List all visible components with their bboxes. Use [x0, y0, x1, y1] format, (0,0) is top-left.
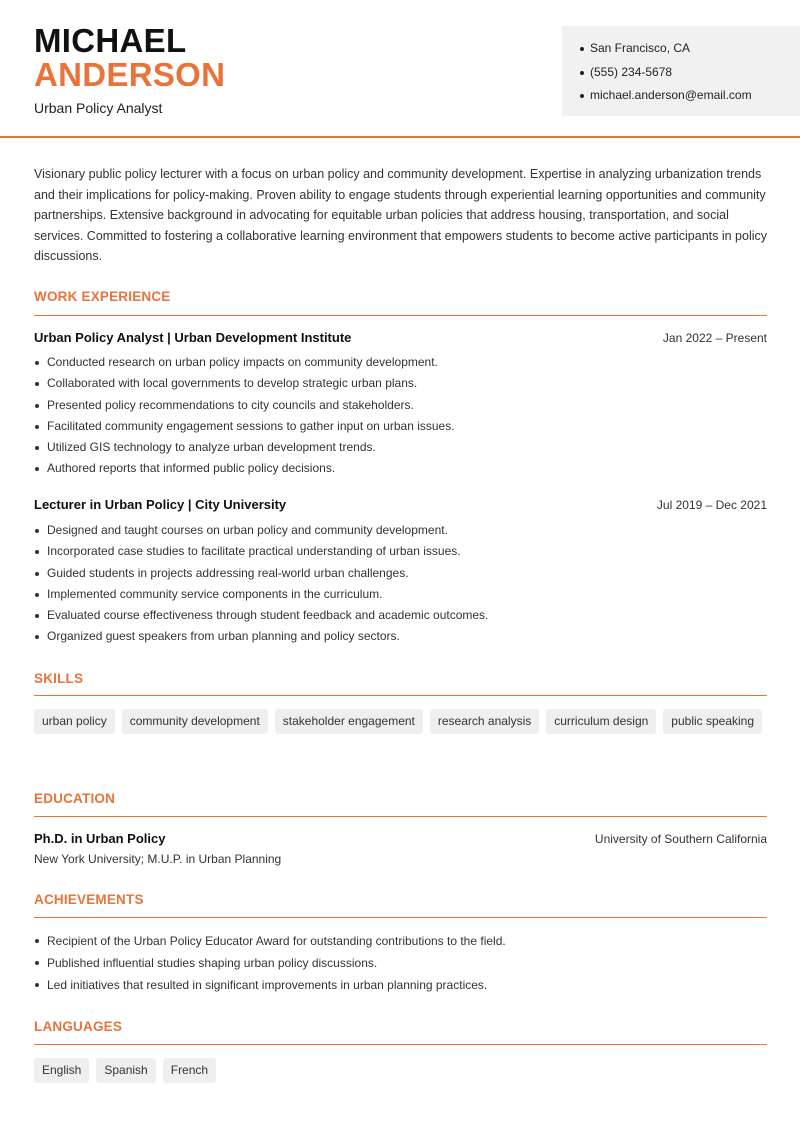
job-bullets: [34, 520, 767, 648]
section-divider: [34, 917, 767, 918]
list-item: Authored reports that informed public policy decisions.: [34, 458, 767, 479]
education-school: University of Southern California: [594, 832, 767, 846]
section-title-education: EDUCATION: [34, 791, 116, 806]
section-title-work: WORK EXPERIENCE: [34, 289, 171, 304]
section-title-languages: LANGUAGES: [34, 1019, 123, 1034]
education-detail: New York University; M.U.P. in Urban Planning: [34, 852, 282, 866]
list-item: Guided students in projects addressing real-world urban challenges.: [34, 563, 767, 584]
resume-header: [0, 0, 800, 138]
language-tag: Spanish: [96, 1058, 155, 1083]
list-item: Conducted research on urban policy impacts on community development.: [34, 352, 767, 373]
first-name: MICHAEL: [34, 22, 187, 59]
list-item: Evaluated course effectiveness through student feedback and academic outcomes.: [34, 605, 767, 626]
skills-list: [34, 709, 774, 734]
job-role: Lecturer in Urban Policy | City University: [34, 497, 287, 512]
skill-tag: stakeholder engagement: [275, 709, 423, 734]
list-item: Designed and taught courses on urban policy and community development.: [34, 520, 767, 541]
language-tag: French: [163, 1058, 216, 1083]
list-item: Led initiatives that resulted in significant improvements in urban planning practices.: [34, 974, 767, 996]
education-degree: Ph.D. in Urban Policy: [34, 831, 166, 846]
section-divider: [34, 1044, 767, 1045]
language-tag: English: [34, 1058, 89, 1083]
list-item: Recipient of the Urban Policy Educator Award for outstanding contributions to the field.: [34, 930, 767, 952]
contact-box: [562, 26, 800, 116]
contact-location: San Francisco, CA: [580, 37, 800, 61]
list-item: Utilized GIS technology to analyze urban development trends.: [34, 437, 767, 458]
job-title: Urban Policy Analyst: [34, 100, 163, 116]
job-dates: Jan 2022 – Present: [662, 331, 767, 345]
section-divider: [34, 315, 767, 316]
list-item: Presented policy recommendations to city councils and stakeholders.: [34, 395, 767, 416]
skill-tag: public speaking: [663, 709, 762, 734]
skill-tag: research analysis: [430, 709, 539, 734]
skill-tag: urban policy: [34, 709, 115, 734]
contact-email: michael.anderson@email.com: [580, 84, 800, 108]
list-item: Organized guest speakers from urban planning and policy sectors.: [34, 626, 767, 647]
summary: Visionary public policy lecturer with a focus on urban policy and community development. Expertise in analyzing urbanization trends and their implications for policy-making. Proven ability to engage students through experiential learning opportunities and community partnerships. Extensive background in advocating for equitable urban policies that address housing, transportation, and social services. Committed to fostering a collaborative learning environment that empowers students to become active participants in policy discussions.: [34, 167, 767, 263]
list-item: Collaborated with local governments to develop strategic urban plans.: [34, 373, 767, 394]
job-bullets: [34, 352, 767, 480]
education-header: [34, 831, 767, 846]
job-dates: Jul 2019 – Dec 2021: [656, 498, 767, 512]
achievement-bullets: [34, 930, 767, 996]
section-title-skills: SKILLS: [34, 671, 84, 686]
languages-list: [34, 1058, 774, 1083]
list-item: Facilitated community engagement sessions to gather input on urban issues.: [34, 416, 767, 437]
contact-phone: (555) 234-5678: [580, 61, 800, 85]
job-role: Urban Policy Analyst | Urban Development Institute: [34, 330, 352, 345]
list-item: Published influential studies shaping urban policy discussions.: [34, 952, 767, 974]
job-header: [34, 330, 767, 345]
skill-tag: community development: [122, 709, 268, 734]
skill-tag: curriculum design: [546, 709, 656, 734]
section-title-achievements: ACHIEVEMENTS: [34, 892, 144, 907]
section-divider: [34, 695, 767, 696]
list-item: Incorporated case studies to facilitate practical understanding of urban issues.: [34, 541, 767, 562]
list-item: Implemented community service components in the curriculum.: [34, 584, 767, 605]
job-header: [34, 497, 767, 512]
section-divider: [34, 816, 767, 817]
last-name: ANDERSON: [34, 56, 226, 93]
